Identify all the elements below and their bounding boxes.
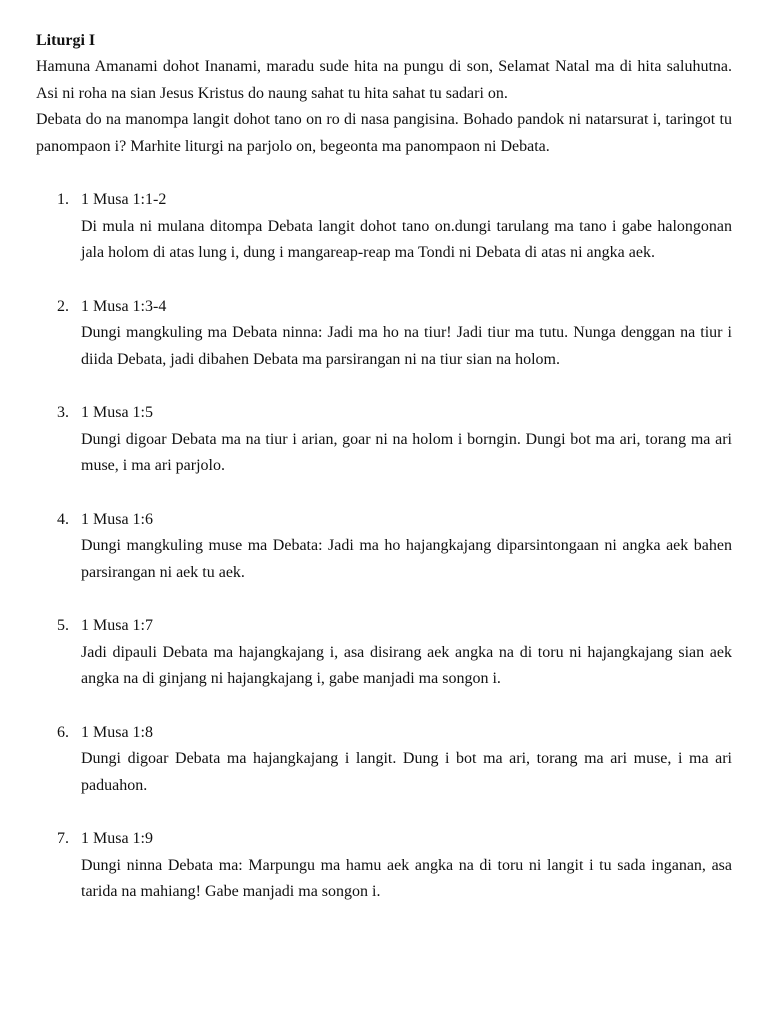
scripture-reference: 1 Musa 1:5: [81, 404, 153, 421]
scripture-text: Dungi digoar Debata ma hajangkajang i langit. Dung i bot ma ari, torang ma ari muse, i ma ari paduahon.: [81, 750, 732, 794]
scripture-reference: 1 Musa 1:9: [81, 830, 153, 847]
list-item: [36, 294, 732, 374]
scripture-text: Dungi mangkuling ma Debata ninna: Jadi ma ho na tiur! Jadi tiur ma tutu. Nunga denggan na tiur i diida Debata, jadi dibahen Debata ma parsirangan ni na tiur sian na holom.: [81, 324, 732, 368]
scripture-reference: 1 Musa 1:1-2: [81, 191, 167, 208]
intro-section: [36, 54, 732, 160]
list-item: [36, 507, 732, 587]
item-number: 4.: [57, 510, 69, 528]
list-item: [36, 187, 732, 267]
intro-paragraph: Debata do na manompa langit dohot tano on ro di nasa pangisina. Bohado pandok ni natarsurat i, taringot tu panompaon i? Marhite liturgi na parjolo on, begeonta ma panompaon ni Debata.: [36, 111, 732, 155]
intro-paragraph: Hamuna Amanami dohot Inanami, maradu sude hita na pungu di son, Selamat Natal ma di hita saluhutna. Asi ni roha na sian Jesus Kristus do naung sahat tu hita sahat tu sadari on.: [36, 58, 732, 102]
scripture-text: Jadi dipauli Debata ma hajangkajang i, asa disirang aek angka na di toru ni hajangkajang sian aek angka na di ginjang ni hajangkajang i, gabe manjadi ma songon i.: [81, 643, 732, 687]
scripture-text: Dungi ninna Debata ma: Marpungu ma hamu aek angka na di toru ni langit i tu sada inganan, asa tarida na mahiang! Gabe manjadi ma songon i.: [81, 856, 732, 900]
item-number: 1.: [57, 191, 69, 208]
item-number: 6.: [57, 723, 69, 741]
scripture-text: Dungi digoar Debata ma na tiur i arian, goar ni na holom i borngin. Dungi bot ma ari, torang ma ari muse, i ma ari parjolo.: [81, 430, 732, 474]
scripture-text: Dungi mangkuling muse ma Debata: Jadi ma ho hajangkajang diparsintongaan ni angka aek bahen parsirangan ni aek tu aek.: [81, 537, 732, 581]
scripture-text: Di mula ni mulana ditompa Debata langit dohot tano on.dungi tarulang ma tano i gabe halongonan jala holom di atas lung i, dung i mangareap-reap ma Tondi ni Debata di atas ni angka aek.: [81, 217, 732, 261]
item-number: 3.: [57, 404, 69, 421]
scripture-reference: 1 Musa 1:6: [81, 510, 153, 528]
document-title: Liturgi I: [36, 32, 96, 49]
list-item: [36, 400, 732, 480]
item-number: 5.: [57, 617, 69, 634]
list-item: [36, 613, 732, 693]
item-number: 2.: [57, 297, 69, 315]
list-item: [36, 826, 732, 906]
item-number: 7.: [57, 830, 69, 847]
scripture-reference: 1 Musa 1:7: [81, 617, 153, 634]
scripture-reference: 1 Musa 1:3-4: [81, 297, 167, 315]
list-item: [36, 720, 732, 800]
document-page: [36, 28, 732, 933]
scripture-reference: 1 Musa 1:8: [81, 723, 153, 741]
liturgy-list: [36, 187, 732, 906]
